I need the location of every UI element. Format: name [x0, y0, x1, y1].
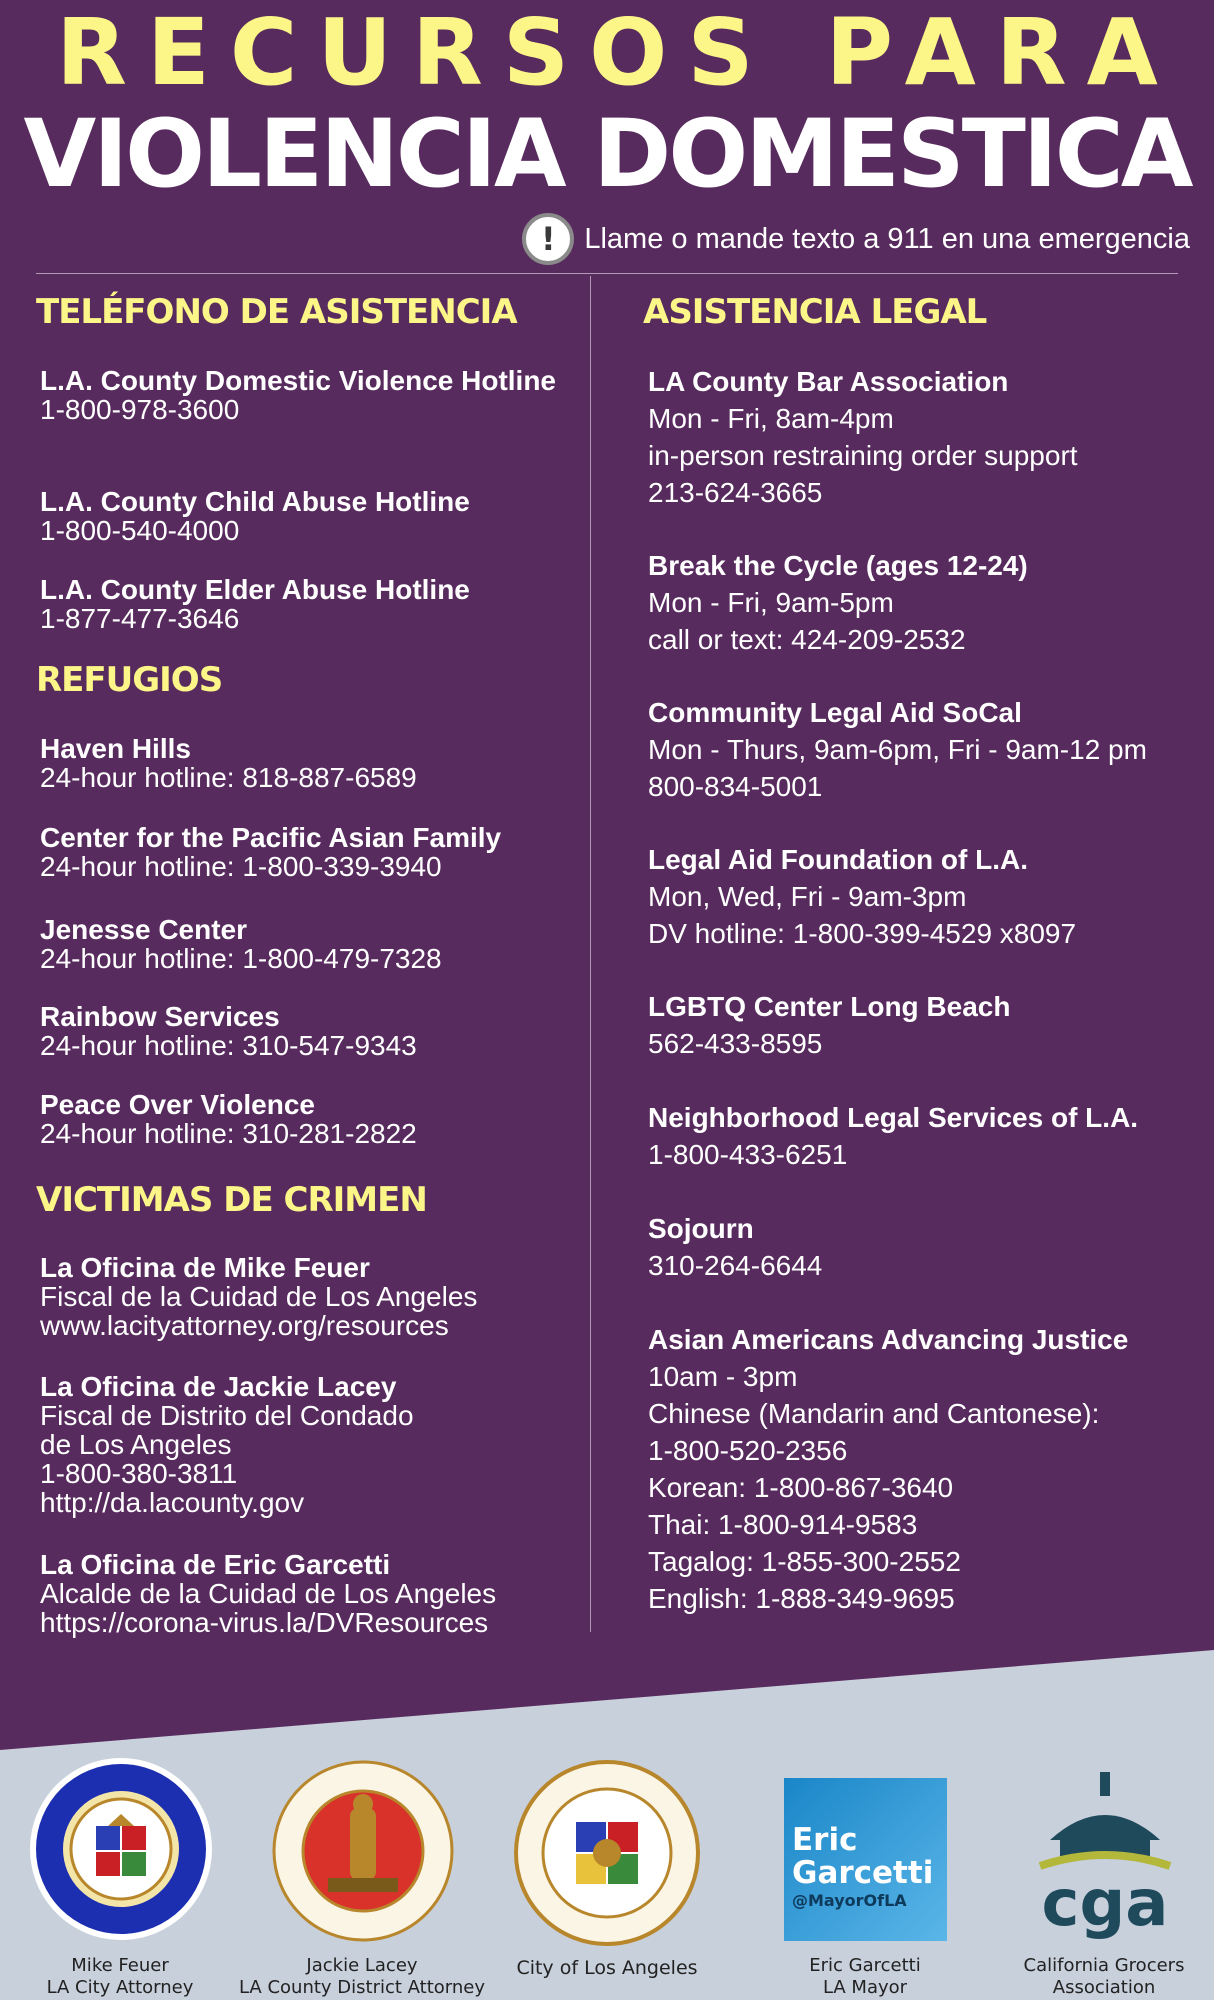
entry-name: Neighborhood Legal Services of L.A. [648, 1102, 1139, 1133]
entry-line: 1-800-520-2356 [648, 1435, 848, 1466]
entry-line: English: 1-888-349-9695 [648, 1583, 955, 1614]
list-item [40, 915, 442, 973]
entry-line: 24-hour hotline: 310-547-9343 [40, 1030, 417, 1061]
entry-line: 1-800-380-3811 [40, 1458, 238, 1489]
caption-line: LA Mayor [822, 1977, 908, 1998]
entry-line: 1-800-433-6251 [648, 1139, 848, 1170]
list-item [40, 1550, 496, 1637]
entry-name: La Oficina de Mike Feuer [40, 1252, 370, 1283]
logo-caption [20, 1955, 220, 1999]
logo-caption [222, 1955, 502, 1999]
entry-line: 562-433-8595 [648, 1028, 823, 1059]
garcetti-logo-handle: @MayorOfLA [792, 1891, 907, 1910]
header-divider [36, 273, 1178, 274]
list-item [40, 1253, 477, 1340]
caption-line: LA City Attorney [46, 1977, 194, 1998]
caption-line: LA County District Attorney [238, 1977, 486, 1998]
entry-line: Mon, Wed, Fri - 9am-3pm [648, 881, 967, 912]
list-item [40, 1090, 417, 1148]
entry-name: Legal Aid Foundation of L.A. [648, 844, 1029, 875]
page-title: VIOLENCIA DOMESTICA [23, 100, 1191, 209]
entry-line: Fiscal de la Cuidad de Los Angeles [40, 1281, 478, 1312]
list-item [40, 366, 560, 424]
alert-icon: ! [522, 213, 574, 265]
city-attorney-seal [28, 1756, 214, 1942]
entry-name: LGBTQ Center Long Beach [648, 991, 1011, 1022]
entry-line: in-person restraining order support [648, 440, 1078, 471]
entry-line: 1-800-540-4000 [40, 515, 240, 546]
entry-name: Rainbow Services [40, 1001, 280, 1032]
caption-line: Mike Feuer [71, 1955, 169, 1976]
list-item [648, 1099, 1138, 1173]
list-item [40, 1002, 417, 1060]
entry-name: Center for the Pacific Asian Family [40, 822, 502, 853]
district-attorney-seal [272, 1760, 454, 1942]
logo-caption [765, 1955, 965, 1999]
logo-caption [507, 1957, 707, 1979]
entry-line: Fiscal de Distrito del Condado [40, 1400, 414, 1431]
list-item [648, 841, 1076, 952]
list-item [40, 734, 417, 792]
emergency-text: Llame o mande texto a 911 en una emergencia [584, 222, 1190, 255]
entry-line: 1-877-477-3646 [40, 603, 240, 634]
city-seal [514, 1760, 700, 1946]
entry-line: 24-hour hotline: 1-800-339-3940 [40, 851, 442, 882]
entry-line: Mon - Thurs, 9am-6pm, Fri - 9am-12 pm [648, 734, 1147, 765]
entry-name: Jenesse Center [40, 914, 248, 945]
victims-heading: VICTIMAS DE CRIMEN [36, 1180, 427, 1220]
list-item [40, 487, 580, 545]
entry-line: 10am - 3pm [648, 1361, 798, 1392]
hotlines-heading: TELÉFONO DE ASISTENCIA [36, 292, 517, 332]
logo-caption [1004, 1955, 1204, 1999]
entry-line: de Los Angeles [40, 1429, 232, 1460]
entry-line: 310-264-6644 [648, 1250, 823, 1281]
garcetti-logo-line2: Garcetti [792, 1855, 934, 1891]
entry-line: Alcalde de la Cuidad de Los Angeles [40, 1578, 497, 1609]
entry-name: L.A. County Elder Abuse Hotline [40, 574, 470, 605]
list-item [648, 1210, 822, 1284]
list-item [648, 694, 1147, 805]
entry-line: call or text: 424-209-2532 [648, 624, 966, 655]
entry-name: Haven Hills [40, 733, 191, 764]
emergency-notice [522, 212, 1190, 266]
entry-line: Mon - Fri, 8am-4pm [648, 403, 894, 434]
list-item [648, 988, 1010, 1062]
caption-line: City of Los Angeles [516, 1957, 698, 1979]
entry-line: 24-hour hotline: 310-281-2822 [40, 1118, 417, 1149]
caption-line: Association [1052, 1977, 1156, 1998]
title-top: RECURSOS PARA [56, 0, 1178, 106]
entry-name: LA County Bar Association [648, 366, 1009, 397]
entry-name: Asian Americans Advancing Justice [648, 1324, 1129, 1355]
list-item [648, 363, 1078, 511]
entry-link[interactable]: www.lacityattorney.org/resources [40, 1310, 449, 1341]
garcetti-logo-line1: Eric [792, 1822, 858, 1858]
entry-line: Chinese (Mandarin and Cantonese): [648, 1398, 1100, 1429]
cga-logo [1030, 1770, 1180, 1940]
entry-name: Sojourn [648, 1213, 754, 1244]
entry-name: La Oficina de Jackie Lacey [40, 1371, 397, 1402]
entry-line: Thai: 1-800-914-9583 [648, 1509, 918, 1540]
entry-line: Tagalog: 1-855-300-2552 [648, 1546, 961, 1577]
entry-link[interactable]: https://corona-virus.la/DVResources [40, 1607, 489, 1638]
entry-name: L.A. County Domestic Violence Hotline [40, 365, 557, 396]
shelters-heading: REFUGIOS [36, 660, 223, 700]
list-item [648, 1321, 1128, 1617]
caption-line: California Grocers [1023, 1955, 1185, 1976]
caption-line: Jackie Lacey [306, 1955, 418, 1976]
entry-name: Peace Over Violence [40, 1089, 315, 1120]
entry-line: 24-hour hotline: 1-800-479-7328 [40, 943, 442, 974]
list-item [648, 547, 1028, 658]
entry-line: 1-800-978-3600 [40, 394, 240, 425]
column-divider [590, 276, 591, 1632]
entry-name: La Oficina de Eric Garcetti [40, 1549, 391, 1580]
caption-line: Eric Garcetti [809, 1955, 921, 1976]
garcetti-logo [784, 1778, 947, 1941]
entry-name: Break the Cycle (ages 12-24) [648, 550, 1028, 581]
entry-name: Community Legal Aid SoCal [648, 697, 1022, 728]
list-item [40, 1372, 414, 1517]
list-item [40, 823, 501, 881]
entry-line: 800-834-5001 [648, 771, 823, 802]
entry-line: 213-624-3665 [648, 477, 823, 508]
cga-mark: cga [1041, 1867, 1169, 1940]
entry-line: DV hotline: 1-800-399-4529 x8097 [648, 918, 1077, 949]
entry-line: 24-hour hotline: 818-887-6589 [40, 762, 417, 793]
list-item [40, 575, 580, 633]
entry-link[interactable]: http://da.lacounty.gov [40, 1487, 305, 1518]
entry-line: Mon - Fri, 9am-5pm [648, 587, 894, 618]
entry-name: L.A. County Child Abuse Hotline [40, 486, 470, 517]
legal-heading: ASISTENCIA LEGAL [643, 292, 987, 332]
entry-line: Korean: 1-800-867-3640 [648, 1472, 954, 1503]
